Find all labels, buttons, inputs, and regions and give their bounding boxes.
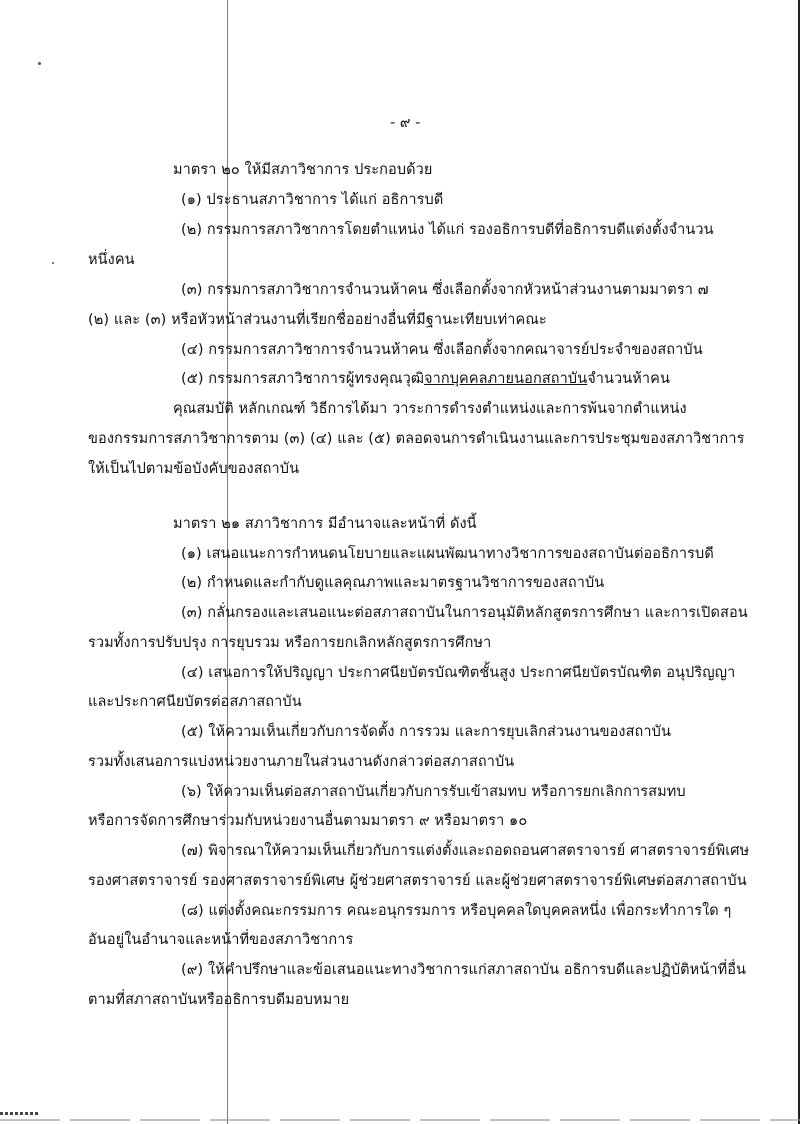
section-20-item-5-text: (๕) กรรมการสภาวิชาการผู้ทรงคุณวุฒิ	[181, 371, 425, 387]
section-20-item-2-line-1: (๒) กรรมการสภาวิชาการโดยตำแหน่ง ได้แก่ รองอธิการบดีที่อธิการบดีแต่งตั้งจำนวน	[181, 222, 714, 238]
section-21-item-7-line-2: รองศาสตราจารย์ รองศาสตราจารย์พิเศษ ผู้ช่วยศาสตราจารย์ และผู้ช่วยศาสตราจารย์พิเศษต่อสภาสถาบัน	[88, 873, 747, 889]
section-21-heading: มาตรา ๒๑ สภาวิชาการ มีอำนาจและหน้าที่ ดังนี้	[173, 516, 477, 532]
section-21-item-9-line-2: ตามที่สภาสถาบันหรืออธิการบดีมอบหมาย	[88, 992, 350, 1008]
section-20-item-2-line-2: หนึ่งคน	[88, 252, 135, 268]
section-21-item-2: (๒) กำหนดและกำกับดูแลคุณภาพและมาตรฐานวิชาการของสถาบัน	[181, 575, 605, 591]
section-20-paragraph-line-1: คุณสมบัติ หลักเกณฑ์ วิธีการได้มา วาระการดำรงตำแหน่งและการพ้นจากตำแหน่ง	[173, 401, 687, 417]
section-21-item-8-line-1: (๘) แต่งตั้งคณะกรรมการ คณะอนุกรรมการ หรือบุคคลใดบุคคลหนึ่ง เพื่อกระทำการใด ๆ	[181, 903, 732, 919]
section-21-item-3-line-2: รวมทั้งการปรับปรุง การยุบรวม หรือการยกเลิกหลักสูตรการศึกษา	[88, 635, 492, 651]
section-20-heading: มาตรา ๒๐ ให้มีสภาวิชาการ ประกอบด้วย	[173, 162, 433, 178]
section-21-item-5-line-2: รวมทั้งเสนอการแบ่งหน่วยงานภายในส่วนงานดังกล่าวต่อสภาสถาบัน	[88, 754, 515, 770]
section-21-item-6-line-2: หรือการจัดการศึกษาร่วมกับหน่วยงานอื่นตามมาตรา ๙ หรือมาตรา ๑๐	[88, 813, 528, 829]
section-20-item-1: (๑) ประธานสภาวิชาการ ได้แก่ อธิการบดี	[181, 192, 444, 208]
section-21-item-9-line-1: (๙) ให้คำปรึกษาและข้อเสนอแนะทางวิชาการแก่สภาสถาบัน อธิการบดีและปฏิบัติหน้าที่อื่น	[181, 962, 747, 978]
section-20-paragraph-line-2: ของกรรมการสภาวิชาการตาม (๓) (๔) และ (๕) ตลอดจนการดำเนินงานและการประชุมของสภาวิชาการ	[88, 431, 745, 447]
scan-speck	[52, 262, 54, 264]
section-21-item-5-line-1: (๕) ให้ความเห็นเกี่ยวกับการจัดตั้ง การรวม และการยุบเลิกส่วนงานของสถาบัน	[181, 724, 671, 740]
section-20-item-5-underlined: จากบุคคลภายนอกสถาบัน	[424, 371, 588, 387]
section-20-item-3-line-2: (๒) และ (๓) หรือหัวหน้าส่วนงานที่เรียกชื่ออย่างอื่นที่มีฐานะเทียบเท่าคณะ	[88, 312, 547, 328]
section-20-item-3-line-1: (๓) กรรมการสภาวิชาการจำนวนห้าคน ซึ่งเลือกตั้งจากหัวหน้าส่วนงานตามมาตรา ๗	[181, 282, 709, 298]
section-21-item-4-line-2: และประกาศนียบัตรต่อสภาสถาบัน	[88, 694, 302, 710]
section-21-item-8-line-2: อันอยู่ในอำนาจและหน้าที่ของสภาวิชาการ	[88, 932, 354, 948]
section-21-item-7-line-1: (๗) พิจารณาให้ความเห็นเกี่ยวกับการแต่งตั้งและถอดถอนศาสตราจารย์ ศาสตราจารย์พิเศษ	[181, 843, 750, 859]
section-21-item-4-line-1: (๔) เสนอการให้ปริญญา ประกาศนียบัตรบัณฑิตชั้นสูง ประกาศนียบัตรบัณฑิต อนุปริญญา	[181, 665, 736, 681]
section-20-item-4: (๔) กรรมการสภาวิชาการจำนวนห้าคน ซึ่งเลือกตั้งจากคณาจารย์ประจำของสถาบัน	[181, 342, 703, 358]
section-21-item-3-line-1: (๓) กลั่นกรองและเสนอแนะต่อสภาสถาบันในการอนุมัติหลักสูตรการศึกษา และการเปิดสอน	[181, 605, 748, 621]
section-20-paragraph-line-3: ให้เป็นไปตามข้อบังคับของสถาบัน	[88, 461, 300, 477]
section-20-item-5-tail: จำนวนห้าคน	[587, 371, 670, 387]
section-21-item-1: (๑) เสนอแนะการกำหนดนโยบายและแผนพัฒนาทางวิชาการของสถาบันต่ออธิการบดี	[181, 546, 714, 562]
scan-bottom-line	[0, 1119, 800, 1121]
section-20-item-5	[181, 369, 670, 389]
scan-bottom-mark	[0, 1112, 40, 1115]
scan-speck	[38, 62, 41, 65]
section-21-item-6-line-1: (๖) ให้ความเห็นต่อสภาสถาบันเกี่ยวกับการรับเข้าสมทบ หรือการยกเลิกการสมทบ	[181, 784, 686, 800]
page-number: - ๙ -	[390, 115, 421, 131]
